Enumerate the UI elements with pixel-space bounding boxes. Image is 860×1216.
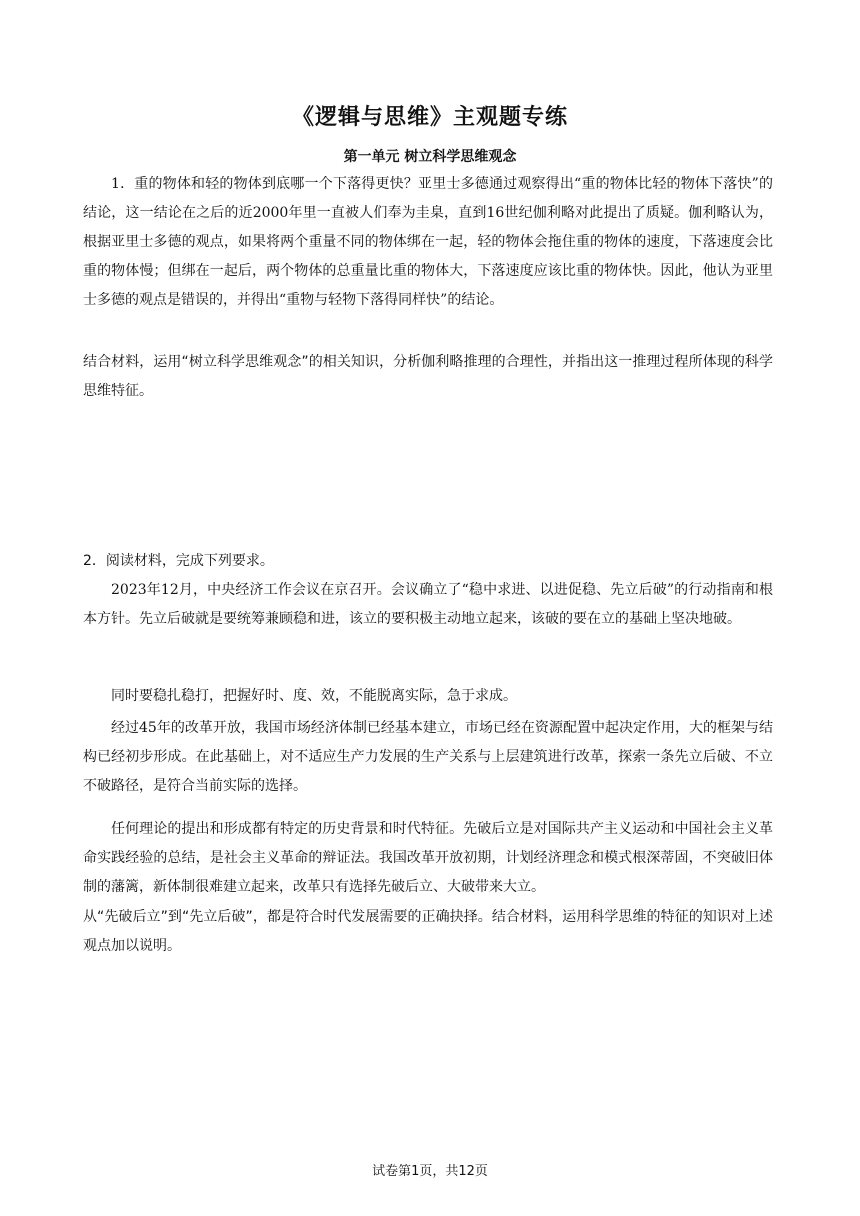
question-2-paragraph: 同时要稳扎稳打，把握好时、度、效，不能脱离实际，急于求成。 xyxy=(111,688,517,704)
unit-title: 第一单元 树立科学思维观念 xyxy=(343,149,517,165)
question-1-material: 1．重的物体和轻的物体到底哪一个下落得更快？亚里士多德通过观察得出“重的物体比轻的物体下落快”的结论，这一结论在之后的近2000年里一直被人们奉为圭臬，直到16世纪伽利略对此提出了质疑。伽利略认为，根据亚里士多德的观点，如果将两个重量不同的物体绑在一起，轻的物体会拖住重的物体的速度，下落速度会比重的物体慢；但绑在一起后，两个物体的总重量比重的物体大，下落速度应该比重的物体快。因此，他认为亚里士多德的观点是错误的，并得出“重物与轻物下落得同样快”的结论。 xyxy=(83,176,773,308)
question-1-task: 结合材料，运用“树立科学思维观念”的相关知识，分析伽利略推理的合理性，并指出这一推理过程所体现的科学思维特征。 xyxy=(83,354,773,399)
page-title: 《逻辑与思维》主观题专练 xyxy=(291,105,568,130)
question-2-paragraph: 2023年12月，中央经济工作会议在京召开。会议确立了“稳中求进、以进促稳、先立后破”的行动指南和根本方针。先立后破就是要统筹兼顾稳和进，该立的要积极主动地立起来，该破的要在立的基础上坚决地破。 xyxy=(83,582,773,627)
page-footer: 试卷第1页，共12页 xyxy=(372,1164,488,1179)
question-2-paragraph: 任何理论的提出和形成都有特定的历史背景和时代特征。先破后立是对国际共产主义运动和中国社会主义革命实践经验的总结，是社会主义革命的辩证法。我国改革开放初期，计划经济理念和模式根深蒂固，不突破旧体制的藩篱，新体制很难建立起来，改革只有选择先破后立、大破带来大立。 xyxy=(83,821,773,895)
question-2-paragraph: 经过45年的改革开放，我国市场经济体制已经基本建立，市场已经在资源配置中起决定作用，大的框架与结构已经初步形成。在此基础上，对不适应生产力发展的生产关系与上层建筑进行改革，探索一条先立后破、不立不破路径，是符合当前实际的选择。 xyxy=(83,720,773,794)
question-2-heading: 2．阅读材料，完成下列要求。 xyxy=(83,553,274,569)
question-2-task: 从“先破后立”到“先立后破”，都是符合时代发展需要的正确抉择。结合材料，运用科学思维的特征的知识对上述观点加以说明。 xyxy=(83,909,773,954)
